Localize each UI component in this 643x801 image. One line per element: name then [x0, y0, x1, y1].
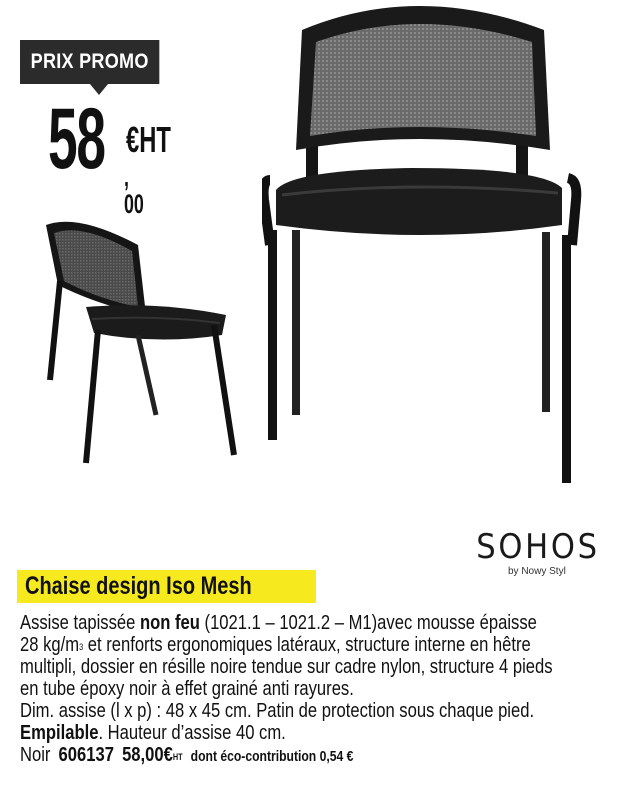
desc-line	[20, 634, 603, 656]
eco-contribution: dont éco-contribution 0,54 €	[190, 748, 354, 765]
price-currency: €HT	[126, 119, 171, 160]
product-price: 58,00€	[122, 743, 173, 766]
chair-side-image	[38, 215, 248, 490]
desc-line: en tube époxy noir à effet grainé anti rayures.	[20, 677, 354, 700]
desc-ref-line	[20, 744, 603, 768]
desc-dimensions: Dim. assise (l x p) : 48 x 45 cm. Patin de protection sous chaque pied.	[20, 699, 535, 722]
promo-badge-label: PRIX PROMO	[30, 50, 149, 73]
desc-text: . Hauteur d’assise 40 cm.	[98, 721, 286, 744]
desc-line: multipli, dossier en résille noire tendue sur cadre nylon, structure 4 pieds	[20, 655, 553, 678]
chair-front-image	[262, 0, 592, 485]
desc-line	[20, 612, 603, 634]
brand-tagline: by Nowy Styl	[508, 566, 566, 577]
desc-text: et renforts ergonomiques latéraux, structure interne en hêtre	[83, 633, 531, 656]
brand-name: SOHOS	[476, 527, 600, 567]
product-color: Noir	[20, 743, 51, 766]
desc-bold-fire: non feu	[139, 611, 200, 634]
promo-badge	[20, 40, 159, 84]
brand-logo	[468, 527, 608, 577]
desc-stackable	[20, 722, 603, 744]
desc-text: (1021.1 – 1021.2 – M1)avec mousse épaisse	[199, 611, 537, 634]
desc-text: Assise tapissée	[20, 611, 140, 634]
product-description	[20, 612, 603, 768]
product-ref: 606137	[58, 743, 114, 766]
desc-text: 28 kg/m	[20, 633, 80, 656]
price-integer: 58	[48, 91, 105, 187]
desc-superscript: 3	[79, 642, 84, 652]
product-title: Chaise design Iso Mesh	[25, 572, 252, 600]
price-decimals: , 00	[124, 162, 144, 219]
desc-bold-stackable: Empilable	[20, 721, 99, 744]
product-price-ht: HT	[172, 752, 183, 762]
product-title-highlight	[17, 570, 316, 603]
